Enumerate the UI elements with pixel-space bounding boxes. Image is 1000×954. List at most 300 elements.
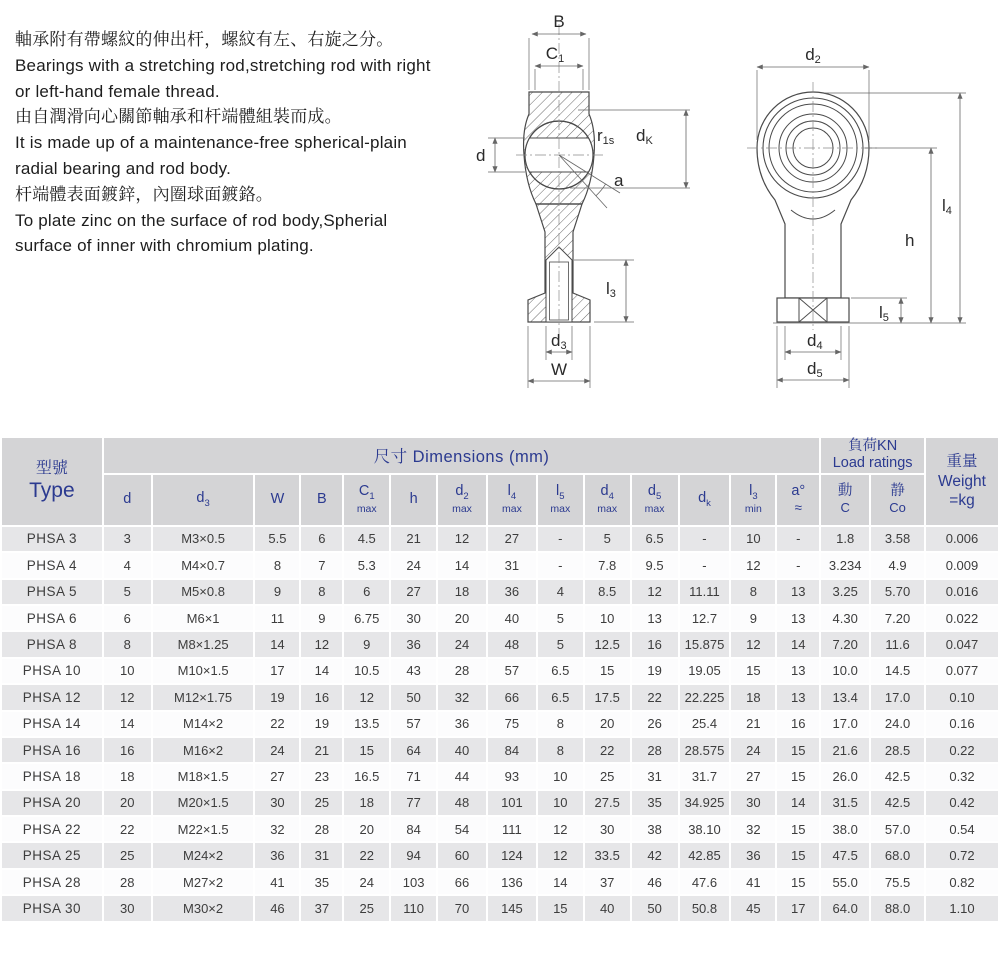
value-cell: 47.5 (820, 842, 870, 868)
table-row-phsa-6 (1, 605, 999, 631)
value-cell: 15.875 (679, 631, 731, 657)
weight-header-unit: =kg (949, 492, 975, 510)
table-row-phsa-16 (1, 737, 999, 763)
value-cell: 14 (103, 711, 152, 737)
value-cell: 14 (300, 658, 343, 684)
value-cell: 38.10 (679, 816, 731, 842)
value-cell: 57 (390, 711, 437, 737)
value-cell: 45 (730, 895, 776, 921)
value-cell: - (537, 552, 584, 578)
column-header-d: d (103, 474, 152, 526)
value-cell: 10 (103, 658, 152, 684)
value-cell: 16 (103, 737, 152, 763)
value-cell: 46 (254, 895, 300, 921)
value-cell: 15 (537, 895, 584, 921)
description-line: 軸承附有帶螺紋的伸出杆，螺紋有左、右旋之分。 (15, 30, 394, 49)
value-cell: 21 (300, 737, 343, 763)
value-cell: 11.11 (679, 579, 731, 605)
value-cell: 5.5 (254, 526, 300, 552)
value-cell: 16.5 (343, 763, 390, 789)
description-line: surface of inner with chromium plating. (15, 236, 314, 256)
load-header-en: Load ratings (832, 455, 913, 472)
value-cell: 25 (300, 790, 343, 816)
type-header-en: Type (29, 478, 75, 502)
value-cell: 3 (103, 526, 152, 552)
value-cell: 93 (487, 763, 537, 789)
value-cell: 8 (300, 579, 343, 605)
value-cell: 10.0 (820, 658, 870, 684)
value-cell: 15 (730, 658, 776, 684)
value-cell: 0.72 (925, 842, 999, 868)
row-type-cell: PHSA 3 (1, 526, 103, 552)
table-header-row-1 (1, 437, 999, 474)
value-cell: 84 (487, 737, 537, 763)
value-cell: 14 (776, 790, 820, 816)
value-cell: 4.30 (820, 605, 870, 631)
value-cell: 12 (631, 579, 679, 605)
value-cell: 6.5 (537, 684, 584, 710)
value-cell: 36 (437, 711, 487, 737)
value-cell: 10.5 (343, 658, 390, 684)
value-cell: 77 (390, 790, 437, 816)
value-cell: 20 (103, 790, 152, 816)
value-cell: 31.7 (679, 763, 731, 789)
side-view-drawing (733, 28, 997, 424)
table-row-phsa-28 (1, 869, 999, 895)
dimension-label-r1s: r1s (597, 126, 615, 147)
description-line: 杆端體表面鍍鋅，內圈球面鍍鉻。 (15, 184, 273, 204)
value-cell: 8 (537, 711, 584, 737)
value-cell: 136 (487, 869, 537, 895)
value-cell: 0.006 (925, 526, 999, 552)
value-cell: 20 (343, 816, 390, 842)
table-row-phsa-3 (1, 526, 999, 552)
value-cell: M20×1.5 (152, 790, 255, 816)
value-cell: 124 (487, 842, 537, 868)
value-cell: 15 (776, 763, 820, 789)
value-cell: 42.5 (870, 763, 925, 789)
value-cell: 14 (254, 631, 300, 657)
value-cell: M14×2 (152, 711, 255, 737)
value-cell: 1.10 (925, 895, 999, 921)
row-type-cell: PHSA 12 (1, 684, 103, 710)
value-cell: 16 (300, 684, 343, 710)
value-cell: 24 (254, 737, 300, 763)
value-cell: 11.6 (870, 631, 925, 657)
value-cell: 24.0 (870, 711, 925, 737)
value-cell: 4 (537, 579, 584, 605)
value-cell: 88.0 (870, 895, 925, 921)
value-cell: 0.32 (925, 763, 999, 789)
value-cell: 27 (487, 526, 537, 552)
value-cell: 4.9 (870, 552, 925, 578)
column-header-d4: $d_4$ max (584, 474, 631, 526)
value-cell: 25 (343, 895, 390, 921)
value-cell: 6 (103, 605, 152, 631)
value-cell: 111 (487, 816, 537, 842)
value-cell: 4 (103, 552, 152, 578)
column-header-d2: $d_2$ max (437, 474, 487, 526)
value-cell: M4×0.7 (152, 552, 255, 578)
column-header-h: h (390, 474, 437, 526)
value-cell: - (537, 526, 584, 552)
value-cell: M6×1 (152, 605, 255, 631)
value-cell: 50.8 (679, 895, 731, 921)
value-cell: 28.5 (870, 737, 925, 763)
value-cell: 48 (487, 631, 537, 657)
table-row-phsa-22 (1, 816, 999, 842)
value-cell: 24 (390, 552, 437, 578)
column-header-l4: $l_4$ max (487, 474, 537, 526)
value-cell: 27 (254, 763, 300, 789)
value-cell: 66 (437, 869, 487, 895)
value-cell: 10 (584, 605, 631, 631)
row-type-cell: PHSA 22 (1, 816, 103, 842)
value-cell: 9.5 (631, 552, 679, 578)
value-cell: 10 (730, 526, 776, 552)
value-cell: 101 (487, 790, 537, 816)
weight-header-zh: 重量 (946, 453, 978, 471)
value-cell: 20 (584, 711, 631, 737)
table-row-phsa-10 (1, 658, 999, 684)
column-header-l5: $l_5$ max (537, 474, 584, 526)
value-cell: 13 (776, 579, 820, 605)
value-cell: 6 (343, 579, 390, 605)
value-cell: 13.5 (343, 711, 390, 737)
value-cell: - (679, 552, 731, 578)
value-cell: 22 (343, 842, 390, 868)
row-type-cell: PHSA 30 (1, 895, 103, 921)
value-cell: 19 (254, 684, 300, 710)
weight-header-en: Weight (938, 472, 986, 490)
value-cell: 40 (437, 737, 487, 763)
value-cell: 8 (254, 552, 300, 578)
description-line: or left-hand female thread. (15, 81, 220, 101)
value-cell: 5 (537, 605, 584, 631)
value-cell: 26 (631, 711, 679, 737)
value-cell: 23 (300, 763, 343, 789)
value-cell: 103 (390, 869, 437, 895)
value-cell: 22.225 (679, 684, 731, 710)
value-cell: 12 (103, 684, 152, 710)
value-cell: 15 (343, 737, 390, 763)
row-type-cell: PHSA 10 (1, 658, 103, 684)
value-cell: 54 (437, 816, 487, 842)
value-cell: 12.7 (679, 605, 731, 631)
value-cell: 27.5 (584, 790, 631, 816)
value-cell: 57.0 (870, 816, 925, 842)
dimension-label-l4: l4 (942, 196, 952, 217)
value-cell: 31 (300, 842, 343, 868)
value-cell: 14 (437, 552, 487, 578)
value-cell: 32 (254, 816, 300, 842)
value-cell: 8 (103, 631, 152, 657)
table-subheader-row (1, 474, 999, 526)
value-cell: 31 (631, 763, 679, 789)
value-cell: 10 (537, 763, 584, 789)
dimension-label-h: h (905, 231, 915, 250)
description-line: 由自潤滑向心關節軸承和杆端體組裝而成。 (15, 107, 342, 127)
value-cell: 19.05 (679, 658, 731, 684)
value-cell: 84 (390, 816, 437, 842)
table-row-phsa-5 (1, 579, 999, 605)
value-cell: 12 (437, 526, 487, 552)
table-row-phsa-25 (1, 842, 999, 868)
value-cell: 6.5 (631, 526, 679, 552)
value-cell: 24 (730, 737, 776, 763)
column-group-load-ratings (820, 437, 925, 474)
column-header-d5: $d_5$ max (631, 474, 679, 526)
value-cell: M27×2 (152, 869, 255, 895)
value-cell: M3×0.5 (152, 526, 255, 552)
value-cell: 30 (254, 790, 300, 816)
value-cell: 1.8 (820, 526, 870, 552)
value-cell: 57 (487, 658, 537, 684)
column-header-B: B (300, 474, 343, 526)
value-cell: 36 (487, 579, 537, 605)
column-header-adeg: a° ≈ (776, 474, 820, 526)
value-cell: 21 (390, 526, 437, 552)
value-cell: 28 (631, 737, 679, 763)
table-row-phsa-8 (1, 631, 999, 657)
value-cell: 30 (730, 790, 776, 816)
value-cell: 36 (730, 842, 776, 868)
value-cell: 38.0 (820, 816, 870, 842)
value-cell: 6 (300, 526, 343, 552)
value-cell: 18 (343, 790, 390, 816)
value-cell: 15 (776, 816, 820, 842)
value-cell: 7.20 (870, 605, 925, 631)
value-cell: 17 (254, 658, 300, 684)
value-cell: 33.5 (584, 842, 631, 868)
value-cell: 8 (730, 579, 776, 605)
value-cell: 22 (631, 684, 679, 710)
value-cell: 64 (390, 737, 437, 763)
value-cell: 110 (390, 895, 437, 921)
value-cell: 0.022 (925, 605, 999, 631)
value-cell: 27 (730, 763, 776, 789)
value-cell: 18 (437, 579, 487, 605)
value-cell: 20 (437, 605, 487, 631)
column-header-dk: $d_k$ (679, 474, 731, 526)
value-cell: 64.0 (820, 895, 870, 921)
value-cell: 30 (584, 816, 631, 842)
dimension-label-C1: C1 (545, 44, 565, 65)
value-cell: 19 (300, 711, 343, 737)
value-cell: 22 (254, 711, 300, 737)
value-cell: 94 (390, 842, 437, 868)
table-header (1, 437, 999, 526)
value-cell: 13 (776, 684, 820, 710)
value-cell: M30×2 (152, 895, 255, 921)
dimension-label-B: B (553, 12, 565, 31)
value-cell: M5×0.8 (152, 579, 255, 605)
value-cell: M16×2 (152, 737, 255, 763)
value-cell: 9 (730, 605, 776, 631)
value-cell: 12 (537, 842, 584, 868)
value-cell: 30 (103, 895, 152, 921)
dimension-label-dK: dK (636, 126, 653, 147)
value-cell: 11 (254, 605, 300, 631)
value-cell: 31.5 (820, 790, 870, 816)
row-type-cell: PHSA 28 (1, 869, 103, 895)
value-cell: 6.5 (537, 658, 584, 684)
value-cell: 38 (631, 816, 679, 842)
value-cell: 15 (584, 658, 631, 684)
value-cell: 15 (776, 737, 820, 763)
value-cell: 7 (300, 552, 343, 578)
value-cell: 25.4 (679, 711, 731, 737)
value-cell: M8×1.25 (152, 631, 255, 657)
value-cell: 40 (487, 605, 537, 631)
value-cell: 0.016 (925, 579, 999, 605)
column-header-W: W (254, 474, 300, 526)
value-cell: 37 (300, 895, 343, 921)
table-body (1, 526, 999, 922)
load-header-zh: 負荷KN (848, 438, 898, 454)
value-cell: 21.6 (820, 737, 870, 763)
value-cell: 35 (300, 869, 343, 895)
row-type-cell: PHSA 14 (1, 711, 103, 737)
value-cell: M24×2 (152, 842, 255, 868)
value-cell: 0.42 (925, 790, 999, 816)
value-cell: 17.0 (870, 684, 925, 710)
dimension-label-d4: d4 (807, 331, 823, 352)
value-cell: 26.0 (820, 763, 870, 789)
value-cell: 46 (631, 869, 679, 895)
value-cell: 28 (437, 658, 487, 684)
value-cell: 14 (537, 869, 584, 895)
value-cell: 12 (730, 631, 776, 657)
value-cell: 7.20 (820, 631, 870, 657)
value-cell: 3.234 (820, 552, 870, 578)
value-cell: 5 (584, 526, 631, 552)
dimension-label-l5: l5 (879, 303, 889, 324)
value-cell: 16 (776, 711, 820, 737)
value-cell: 17 (776, 895, 820, 921)
row-type-cell: PHSA 4 (1, 552, 103, 578)
dimension-label-d3: d3 (551, 331, 567, 352)
value-cell: 12 (537, 816, 584, 842)
table-row-phsa-14 (1, 711, 999, 737)
value-cell: 5 (537, 631, 584, 657)
description-line: radial bearing and rod body. (15, 158, 232, 178)
value-cell: 0.009 (925, 552, 999, 578)
value-cell: 14 (776, 631, 820, 657)
value-cell: 7.8 (584, 552, 631, 578)
value-cell: 66 (487, 684, 537, 710)
value-cell: 18 (103, 763, 152, 789)
row-type-cell: PHSA 18 (1, 763, 103, 789)
value-cell: 75 (487, 711, 537, 737)
value-cell: 42.85 (679, 842, 731, 868)
dimension-label-a: a (614, 171, 624, 190)
value-cell: 28.575 (679, 737, 731, 763)
description-line: Bearings with a stretching rod,stretching rod with right (15, 55, 431, 75)
value-cell: 12.5 (584, 631, 631, 657)
description-line: It is made up of a maintenance-free spherical-plain (15, 133, 407, 153)
front-section-view-drawing (468, 8, 726, 426)
row-type-cell: PHSA 6 (1, 605, 103, 631)
value-cell: 3.25 (820, 579, 870, 605)
value-cell: 43 (390, 658, 437, 684)
value-cell: 27 (390, 579, 437, 605)
value-cell: 55.0 (820, 869, 870, 895)
value-cell: 75.5 (870, 869, 925, 895)
value-cell: 34.925 (679, 790, 731, 816)
value-cell: 50 (631, 895, 679, 921)
value-cell: 9 (300, 605, 343, 631)
value-cell: 3.58 (870, 526, 925, 552)
value-cell: 14.5 (870, 658, 925, 684)
value-cell: 42.5 (870, 790, 925, 816)
table-row-phsa-12 (1, 684, 999, 710)
value-cell: - (679, 526, 731, 552)
value-cell: 35 (631, 790, 679, 816)
value-cell: 13.4 (820, 684, 870, 710)
column-header-type (1, 437, 103, 526)
value-cell: 8.5 (584, 579, 631, 605)
value-cell: M12×1.75 (152, 684, 255, 710)
value-cell: 25 (103, 842, 152, 868)
value-cell: 15 (776, 869, 820, 895)
value-cell: 44 (437, 763, 487, 789)
value-cell: 24 (343, 869, 390, 895)
value-cell: 0.16 (925, 711, 999, 737)
value-cell: 32 (730, 816, 776, 842)
value-cell: 0.82 (925, 869, 999, 895)
value-cell: 0.077 (925, 658, 999, 684)
value-cell: 12 (343, 684, 390, 710)
value-cell: 32 (437, 684, 487, 710)
column-header-weight (925, 437, 999, 526)
value-cell: 10 (537, 790, 584, 816)
row-type-cell: PHSA 8 (1, 631, 103, 657)
value-cell: 0.22 (925, 737, 999, 763)
column-header-d3: $d_3$ (152, 474, 255, 526)
value-cell: 9 (343, 631, 390, 657)
value-cell: 41 (254, 869, 300, 895)
value-cell: 28 (300, 816, 343, 842)
angle-arc (596, 184, 606, 196)
value-cell: 0.54 (925, 816, 999, 842)
value-cell: 6.75 (343, 605, 390, 631)
value-cell: 60 (437, 842, 487, 868)
value-cell: 21 (730, 711, 776, 737)
value-cell: 25 (584, 763, 631, 789)
dimension-label-d2: d2 (805, 45, 821, 66)
value-cell: 0.10 (925, 684, 999, 710)
value-cell: 36 (390, 631, 437, 657)
table-row-phsa-18 (1, 763, 999, 789)
value-cell: 9 (254, 579, 300, 605)
value-cell: 13 (776, 605, 820, 631)
dimension-label-d: d (476, 146, 486, 165)
value-cell: 71 (390, 763, 437, 789)
value-cell: M22×1.5 (152, 816, 255, 842)
row-type-cell: PHSA 20 (1, 790, 103, 816)
value-cell: 15 (776, 842, 820, 868)
row-type-cell: PHSA 25 (1, 842, 103, 868)
value-cell: 40 (584, 895, 631, 921)
table-row-phsa-30 (1, 895, 999, 921)
value-cell: 70 (437, 895, 487, 921)
table-row-phsa-20 (1, 790, 999, 816)
value-cell: - (776, 552, 820, 578)
value-cell: 30 (390, 605, 437, 631)
column-header-C1: $C_1$ max (343, 474, 390, 526)
dimension-label-W: W (550, 360, 568, 379)
